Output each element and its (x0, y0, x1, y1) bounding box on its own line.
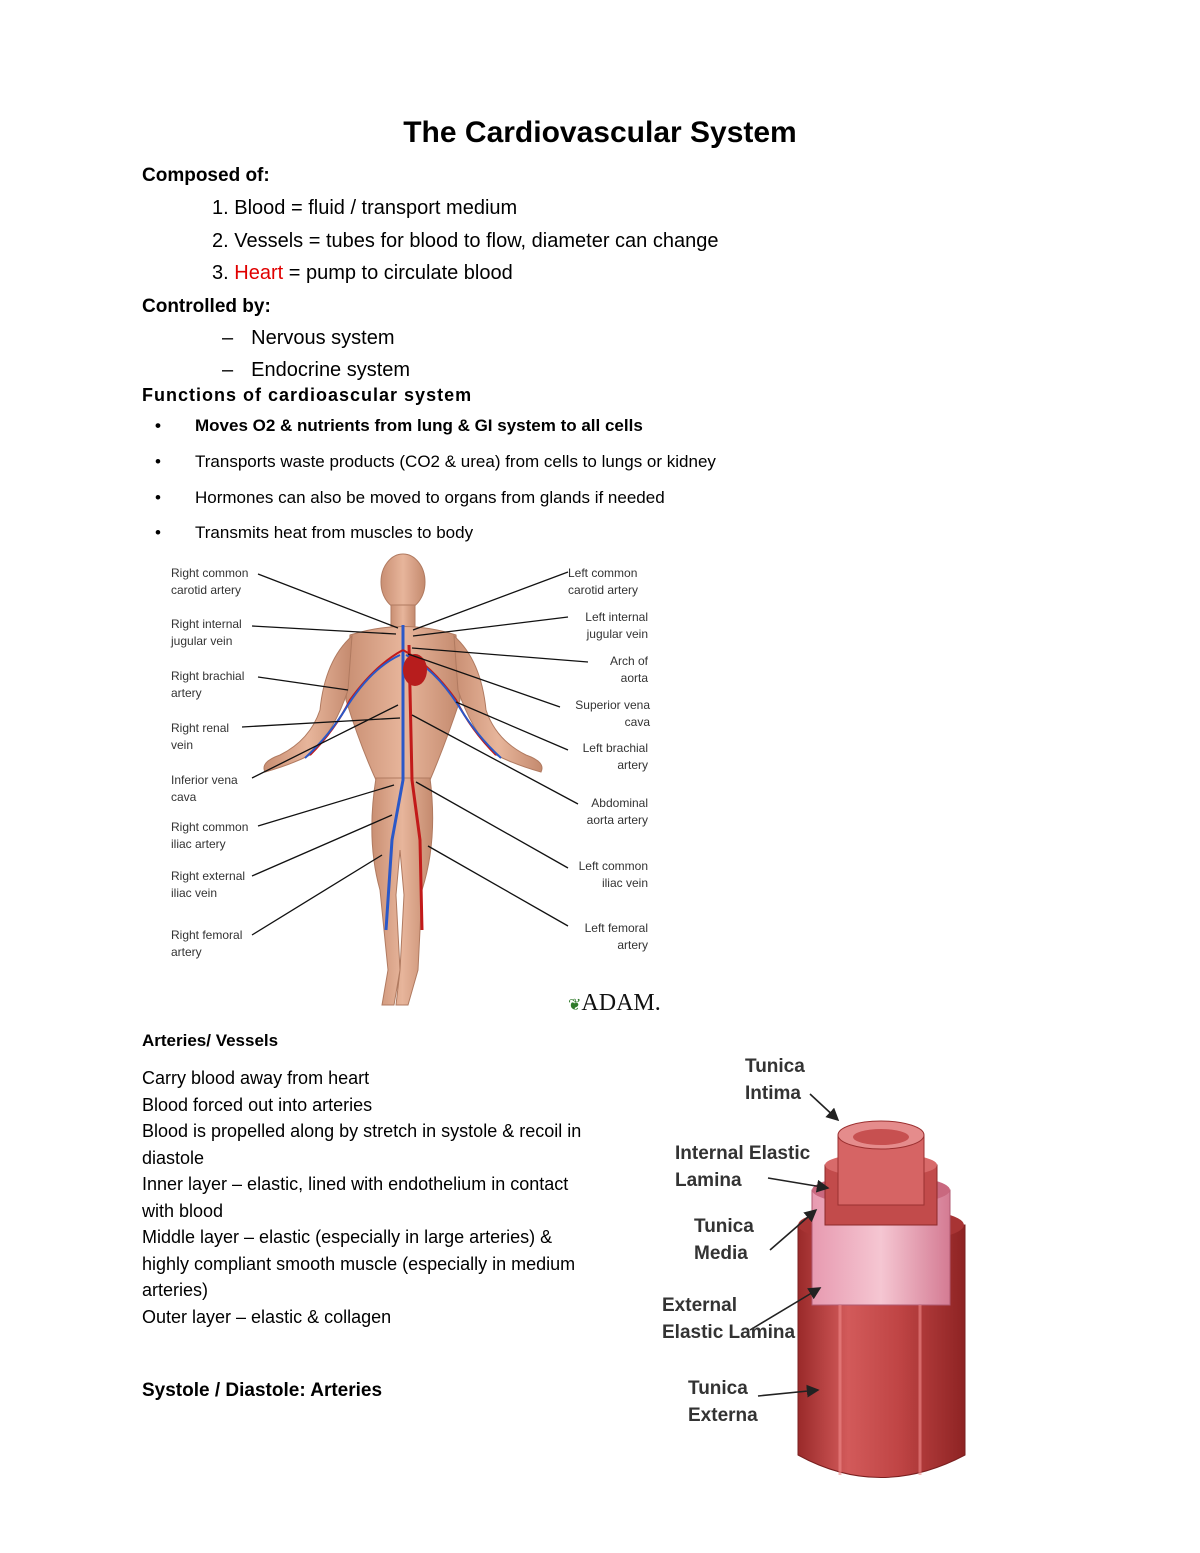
composed-item-3: 3. Heart = pump to circulate blood (212, 262, 513, 284)
label-tunica-externa: Tunica Externa (688, 1378, 758, 1426)
artery-label-arrows (740, 1080, 840, 1420)
label-right-common-iliac: Right common iliac artery (171, 820, 249, 851)
label-arch-of-aorta: Arch of aorta (609, 654, 648, 685)
composed-heading: Composed of: (142, 165, 270, 186)
function-item-4: • Transmits heat from muscles to body (155, 523, 474, 542)
label-right-femoral: Right femoral artery (171, 928, 243, 959)
page-title: The Cardiovascular System (403, 116, 797, 149)
controlled-item-2: – Endocrine system (222, 359, 411, 381)
controlled-heading: Controlled by: (142, 296, 271, 317)
label-right-common-carotid: Right common carotid artery (171, 566, 249, 597)
label-right-renal-vein: Right renal vein (171, 721, 230, 752)
label-superior-vena-cava: Superior vena cava (575, 698, 650, 729)
function-item-1: • Moves O2 & nutrients from lung & GI system to all cells (155, 416, 643, 435)
functions-heading: Functions of cardioascular system (142, 385, 473, 405)
leaf-icon: ❦ (568, 997, 582, 1014)
label-left-common-iliac: Left common iliac vein (578, 859, 648, 890)
label-tunica-intima: Tunica Intima (745, 1056, 805, 1104)
arteries-text: Carry blood away from heart Blood forced out into arteries Blood is propelled along by stretch in systole & recoil in diastole Inner layer – elastic, lined with endothelium in contact with blood Middle layer – elastic (especially in large arteries) & highly compliant smooth muscle (especially in medium arteries) Outer layer – elastic & collagen (142, 1068, 582, 1327)
label-tunica-media: Tunica Media (694, 1216, 754, 1264)
label-internal-elastic-lamina: Internal Elastic Lamina (675, 1143, 811, 1191)
label-right-external-iliac: Right external iliac vein (171, 869, 246, 900)
function-item-3: • Hormones can also be moved to organs from glands if needed (155, 488, 665, 507)
systole-heading: Systole / Diastole: Arteries (142, 1380, 383, 1401)
heart-highlight: Heart (234, 262, 284, 284)
adam-logo: ❦ADAM. (568, 990, 661, 1016)
label-inferior-vena-cava: Inferior vena cava (171, 773, 238, 804)
label-left-brachial: Left brachial artery (582, 741, 648, 772)
composed-item-2: 2. Vessels = tubes for blood to flow, diameter can change (212, 230, 719, 252)
label-external-elastic-lamina: External Elastic Lamina (662, 1295, 796, 1343)
label-left-femoral: Left femoral artery (584, 921, 648, 952)
controlled-item-1: – Nervous system (222, 327, 395, 349)
label-left-internal-jugular: Left internal jugular vein (585, 610, 648, 641)
label-left-common-carotid: Left common carotid artery (568, 566, 639, 597)
label-right-internal-jugular: Right internal jugular vein (171, 617, 242, 648)
function-item-2: • Transports waste products (CO2 & urea) from cells to lungs or kidney (155, 452, 716, 471)
arteries-heading: Arteries/ Vessels (142, 1031, 279, 1050)
label-right-brachial: Right brachial artery (171, 669, 245, 700)
composed-item-1: 1. Blood = fluid / transport medium (212, 197, 518, 219)
label-abdominal-aorta: Abdominal aorta artery (586, 796, 648, 827)
